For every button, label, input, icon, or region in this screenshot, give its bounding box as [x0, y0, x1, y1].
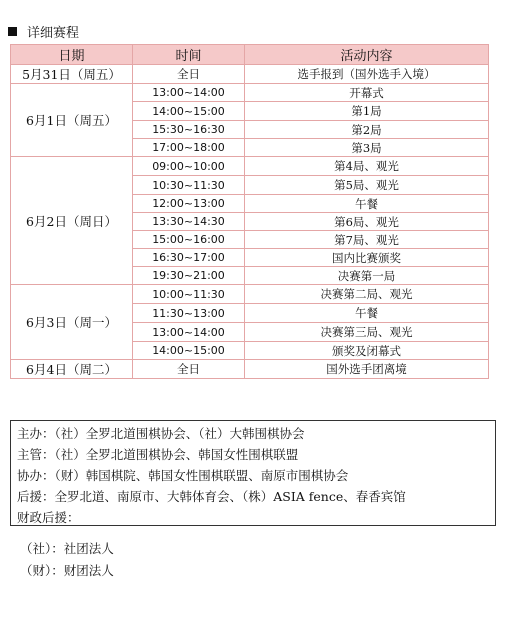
time-cell: 09:00~10:00	[133, 157, 245, 176]
time-cell: 15:00~16:00	[133, 231, 245, 249]
activity-cell: 开幕式	[245, 84, 489, 102]
activity-cell: 国内比赛颁奖	[245, 249, 489, 267]
header-activity: 活动内容	[245, 45, 489, 65]
note-line: （社）：社团法人	[20, 541, 114, 556]
organizer-line: 主管：（社）全罗北道围棋协会、韩国女性围棋联盟	[17, 447, 299, 462]
schedule-table	[10, 44, 489, 379]
table-row	[11, 285, 489, 304]
header-time: 时间	[133, 45, 245, 65]
section-heading	[8, 22, 79, 40]
activity-cell: 第6局、观光	[245, 213, 489, 231]
table-row	[11, 360, 489, 379]
time-cell: 13:30~14:30	[133, 213, 245, 231]
time-cell: 10:00~11:30	[133, 285, 245, 304]
section-title: 详细赛程	[27, 25, 80, 41]
activity-cell: 决赛第三局、观光	[245, 323, 489, 342]
organizer-line: 财政后援：	[17, 510, 80, 525]
note-line: （财）：财团法人	[20, 563, 114, 578]
activity-cell: 第4局、观光	[245, 157, 489, 176]
activity-cell: 午餐	[245, 304, 489, 323]
date-cell: 5月31日（周五）	[11, 65, 133, 84]
time-cell: 16:30~17:00	[133, 249, 245, 267]
activity-cell: 决赛第二局、观光	[245, 285, 489, 304]
date-cell: 6月3日（周一）	[11, 285, 133, 360]
abbreviation-notes	[20, 538, 114, 582]
activity-cell: 第7局、观光	[245, 231, 489, 249]
organizer-box	[10, 420, 496, 526]
table-header-row	[11, 45, 489, 65]
time-cell: 17:00~18:00	[133, 139, 245, 157]
activity-cell: 决赛第一局	[245, 267, 489, 285]
header-date: 日期	[11, 45, 133, 65]
organizer-line: 后援：全罗北道、南原市、大韩体育会、（株）ASIA fence、春香宾馆	[17, 489, 406, 504]
time-cell: 10:30~11:30	[133, 176, 245, 195]
time-cell: 12:00~13:00	[133, 195, 245, 213]
activity-cell: 国外选手团离境	[245, 360, 489, 379]
time-cell: 全日	[133, 360, 245, 379]
activity-cell: 午餐	[245, 195, 489, 213]
activity-cell: 第2局	[245, 121, 489, 139]
date-cell: 6月1日（周五）	[11, 84, 133, 157]
activity-cell: 颁奖及闭幕式	[245, 342, 489, 360]
table-row	[11, 157, 489, 176]
time-cell: 11:30~13:00	[133, 304, 245, 323]
table-row	[11, 84, 489, 102]
time-cell: 14:00~15:00	[133, 102, 245, 121]
time-cell: 13:00~14:00	[133, 323, 245, 342]
time-cell: 15:30~16:30	[133, 121, 245, 139]
date-cell: 6月4日（周二）	[11, 360, 133, 379]
organizer-line: 协办：（财）韩国棋院、韩国女性围棋联盟、南原市围棋协会	[17, 468, 349, 483]
date-cell: 6月2日（周日）	[11, 157, 133, 285]
organizer-line: 主办：（社）全罗北道围棋协会、（社）大韩围棋协会	[17, 426, 305, 441]
time-cell: 19:30~21:00	[133, 267, 245, 285]
activity-cell: 第3局	[245, 139, 489, 157]
activity-cell: 第1局	[245, 102, 489, 121]
time-cell: 13:00~14:00	[133, 84, 245, 102]
activity-cell: 选手报到（国外选手入境）	[245, 65, 489, 84]
time-cell: 14:00~15:00	[133, 342, 245, 360]
time-cell: 全日	[133, 65, 245, 84]
table-row	[11, 65, 489, 84]
activity-cell: 第5局、观光	[245, 176, 489, 195]
square-bullet-icon	[8, 27, 17, 36]
